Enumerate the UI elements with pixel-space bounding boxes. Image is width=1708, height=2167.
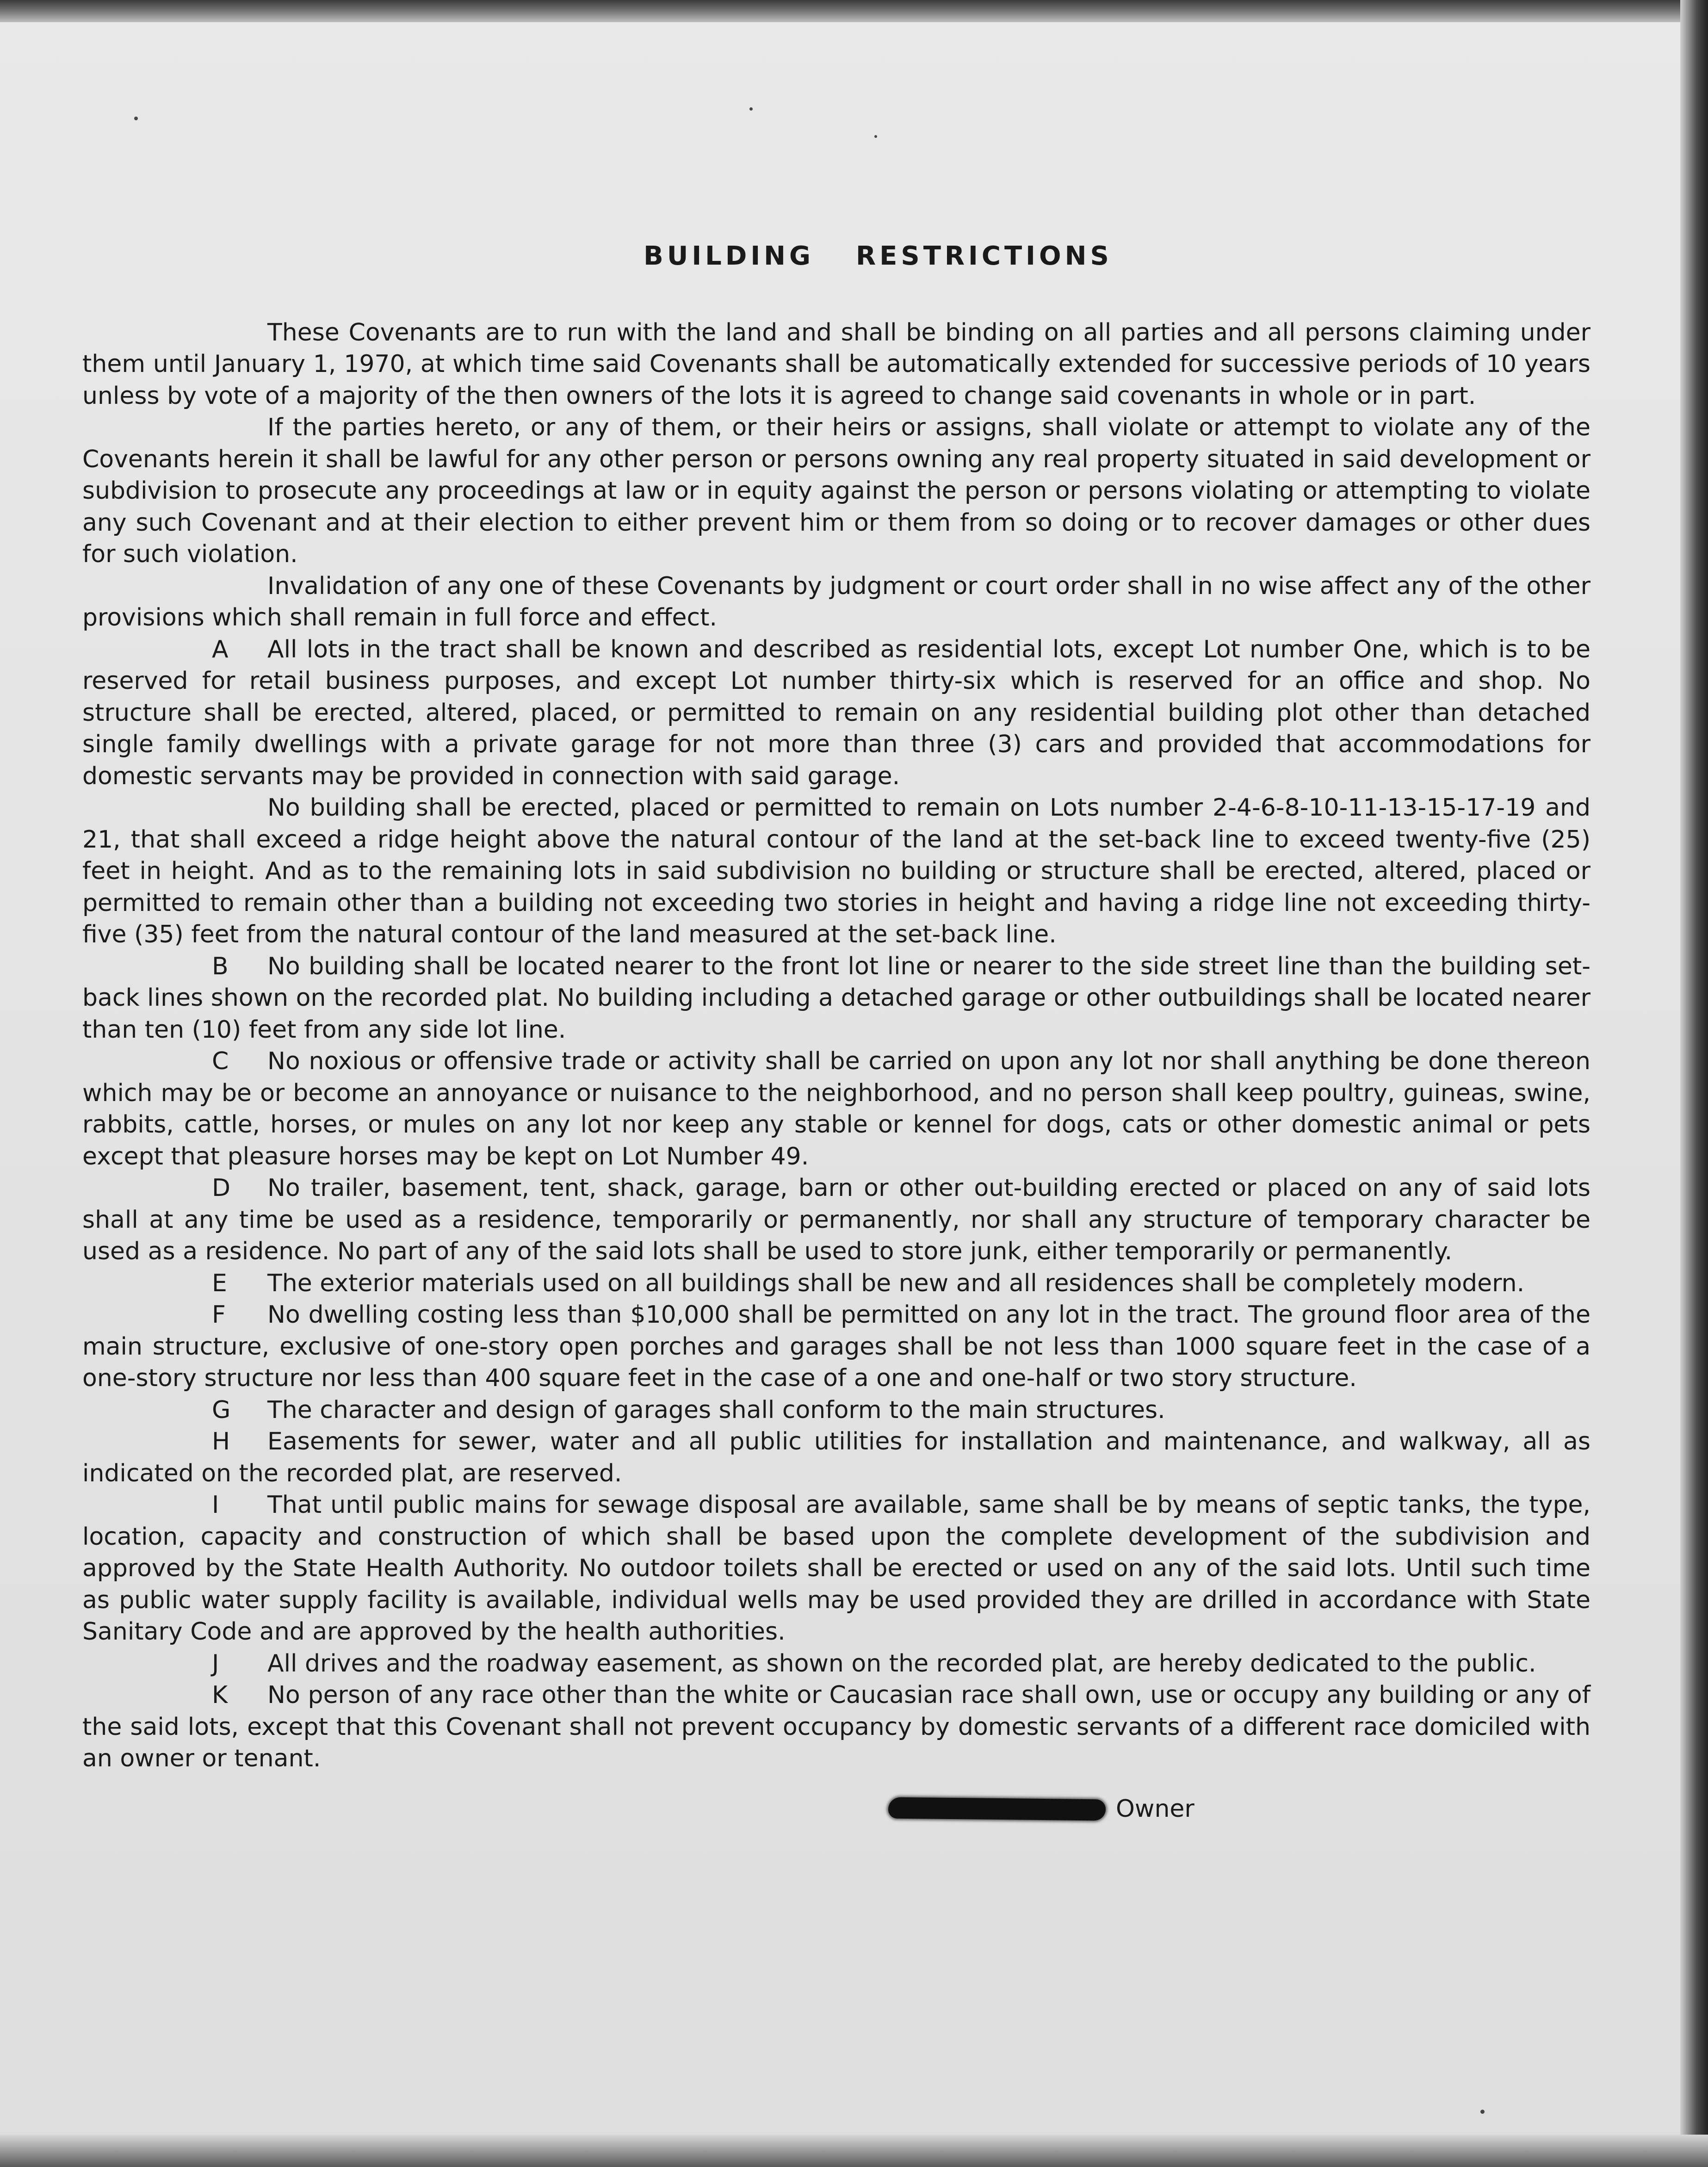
covenant-paragraph xyxy=(82,412,1590,570)
paragraph-text: No dwelling costing less than $10,000 shall be permitted on any lot in the tract. The ground floor area of the main structure, exclusive of one-story open porches and garages shall be not less than 1000 square feet in the case of a one-story structure nor less than 400 square feet in the case of a one and one-half or two story structure. xyxy=(82,1301,1590,1392)
covenant-item-i xyxy=(82,1489,1590,1648)
scan-speck xyxy=(1480,2110,1485,2114)
item-letter: I xyxy=(212,1491,219,1519)
covenant-item-c xyxy=(82,1046,1590,1172)
title-word-building: BUILDING xyxy=(644,241,814,271)
covenant-item-f xyxy=(82,1299,1590,1394)
covenant-paragraphs xyxy=(82,317,1590,1775)
paragraph-text: No person of any race other than the white or Caucasian race shall own, use or occupy any building or any of the said lots, except that this Covenant shall not prevent occupancy by domestic servants of a different race domiciled with an owner or tenant. xyxy=(82,1681,1590,1772)
scan-speck xyxy=(134,117,138,120)
paragraph-text: That until public mains for sewage disposal are available, same shall be by means of septic tanks, the type, location, capacity and construction of which shall be based upon the complete development of the subdivision and approved by the State Health Authority. No outdoor toilets shall be erected or used on any of the said lots. Until such time as public water supply facility is available, individual wells may be used provided they are drilled in accordance with State Sanitary Code and are approved by the health authorities. xyxy=(82,1491,1590,1646)
item-letter: J xyxy=(212,1649,219,1678)
covenant-paragraph xyxy=(82,570,1590,634)
paragraph-text: All drives and the roadway easement, as shown on the recorded plat, are hereby dedicated to the public. xyxy=(267,1649,1536,1678)
item-letter: B xyxy=(212,952,229,980)
paragraph-text: No trailer, basement, tent, shack, garage, barn or other out-building erected or placed on any of said lots shall at any time be used as a residence, temporarily or permanently, nor shall any structure of temporary character be used as a residence. No part of any of the said lots shall be used to store junk, either temporarily or permanently. xyxy=(82,1174,1590,1265)
owner-label: Owner xyxy=(1116,1795,1194,1823)
signature-block xyxy=(888,1790,1194,1827)
covenant-item-k xyxy=(82,1679,1590,1775)
paragraph-text: The character and design of garages shall conform to the main structures. xyxy=(267,1396,1165,1424)
covenant-item-j xyxy=(82,1648,1590,1680)
paragraph-text: Invalidation of any one of these Covenants by judgment or court order shall in no wise affect any of the other provisions which shall remain in full force and effect. xyxy=(82,572,1590,632)
paragraph-text: If the parties hereto, or any of them, or their heirs or assigns, shall violate or attempt to violate any of the Covenants herein it shall be lawful for any other person or persons owning any real property situated in said development or subdivision to prosecute any proceedings at law or in equity against the person or persons violating or attempting to violate any such Covenant and at their election to either prevent him or them from so doing or to recover damages or other dues for such violation. xyxy=(82,414,1590,568)
scan-edge-bottom xyxy=(0,2135,1708,2167)
covenant-item-g xyxy=(82,1394,1590,1426)
item-letter: C xyxy=(212,1047,229,1075)
covenant-paragraph xyxy=(82,792,1590,951)
title-word-restrictions: RESTRICTIONS xyxy=(856,241,1113,271)
item-letter: F xyxy=(212,1301,226,1329)
document-body xyxy=(82,241,1590,1775)
item-letter: E xyxy=(212,1269,227,1297)
covenant-item-h xyxy=(82,1426,1590,1489)
scan-edge-right xyxy=(1680,0,1708,2167)
paragraph-text: No building shall be located nearer to the front lot line or nearer to the side street line than the building set-back lines shown on the recorded plat. No building including a detached garage or other outbuildings shall be located nearer than ten (10) feet from any side lot line. xyxy=(82,952,1590,1044)
covenant-item-a xyxy=(82,634,1590,793)
document-title xyxy=(82,241,1590,272)
item-letter: G xyxy=(212,1396,231,1424)
paragraph-text: All lots in the tract shall be known and described as residential lots, except Lot number One, which is to be reserved for retail business purposes, and except Lot number thirty-six which is reserved for an office and shop. No structure shall be erected, altered, placed, or permitted to remain on any residential building plot other than detached single family dwellings with a private garage for not more than three (3) cars and provided that accommodations for domestic servants may be provided in connection with said garage. xyxy=(82,635,1590,790)
item-letter: K xyxy=(212,1681,228,1709)
scan-edge-top xyxy=(0,0,1708,22)
covenant-item-b xyxy=(82,951,1590,1046)
paragraph-text: These Covenants are to run with the land and shall be binding on all parties and all persons claiming under them until January 1, 1970, at which time said Covenants shall be automatically extended for successive periods of 10 years unless by vote of a majority of the then owners of the lots it is agreed to change said covenants in whole or in part. xyxy=(82,318,1590,410)
paragraph-text: No building shall be erected, placed or permitted to remain on Lots number 2-4-6-8-10-11-13-15-17-19 and 21, that shall exceed a ridge height above the natural contour of the land at the set-back line to exceed twenty-five (25) feet in height. And as to the remaining lots in said subdivision no building or structure shall be erected, altered, placed or permitted to remain other than a building not exceeding two stories in height and having a ridge line not exceeding thirty-five (35) feet from the natural contour of the land measured at the set-back line. xyxy=(82,794,1590,948)
item-letter: D xyxy=(212,1174,231,1202)
covenant-item-e xyxy=(82,1268,1590,1300)
covenant-item-d xyxy=(82,1172,1590,1268)
covenant-paragraph xyxy=(82,317,1590,412)
paragraph-text: Easements for sewer, water and all public utilities for installation and maintenance, and walkway, all as indicated on the recorded plat, are reserved. xyxy=(82,1428,1590,1487)
paragraph-text: No noxious or offensive trade or activity shall be carried on upon any lot nor shall anything be done thereon which may be or become an annoyance or nuisance to the neighborhood, and no person shall keep poultry, guineas, swine, rabbits, cattle, horses, or mules on any lot nor keep any stable or kennel for dogs, cats or other domestic animal or pets except that pleasure horses may be kept on Lot Number 49. xyxy=(82,1047,1590,1170)
item-letter: A xyxy=(212,635,229,663)
paragraph-text: The exterior materials used on all buildings shall be new and all residences shall be completely modern. xyxy=(267,1269,1525,1297)
scan-speck xyxy=(874,135,877,138)
redacted-signature xyxy=(888,1797,1106,1821)
scan-speck xyxy=(749,107,753,111)
item-letter: H xyxy=(212,1428,230,1455)
